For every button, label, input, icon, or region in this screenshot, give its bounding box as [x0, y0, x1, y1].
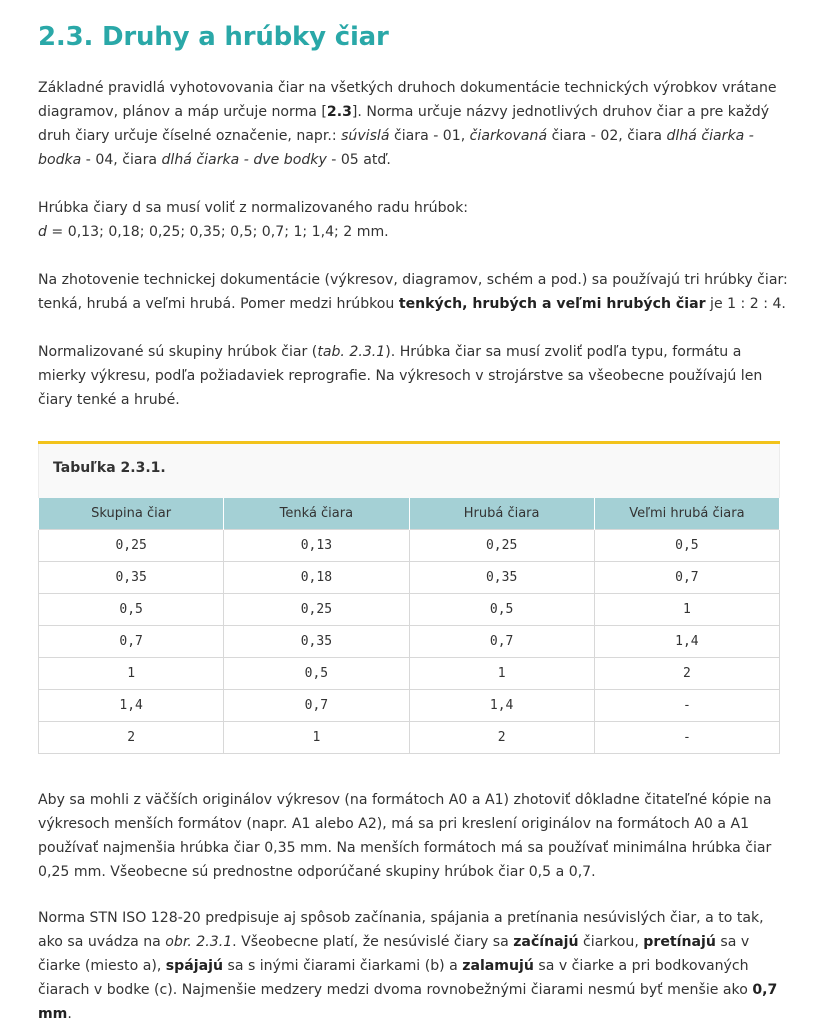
table-cell: 0,7 — [39, 626, 224, 658]
table-row — [39, 530, 780, 562]
p6-bold-2: pretínajú — [643, 934, 716, 950]
table-cell: 2 — [594, 658, 779, 690]
thickness-paragraph — [38, 196, 788, 244]
intro-paragraph — [38, 76, 788, 172]
table-cell: 0,35 — [409, 562, 594, 594]
p6-text-5: sa s inými čiarami čiarkami (b) a — [223, 958, 463, 974]
table-cell: 1 — [224, 722, 409, 754]
table-cell: 0,25 — [409, 530, 594, 562]
table-row — [39, 690, 780, 722]
page-title: 2.3. Druhy a hrúbky čiar — [38, 22, 389, 52]
table-cell: 0,7 — [594, 562, 779, 594]
p6-bold-4: zalamujú — [462, 958, 534, 974]
norm-reference-link[interactable]: 2.3 — [326, 104, 352, 120]
table-cell: 1 — [594, 594, 779, 626]
p3-bold-1: tenkých, hrubých a veľmi hrubých čiar — [398, 296, 706, 312]
line-groups-table — [38, 498, 780, 754]
table-header-cell: Veľmi hrubá čiara — [594, 498, 779, 530]
table-box — [38, 441, 780, 750]
p1-text-4: čiara - 02, čiara — [547, 128, 667, 144]
table-cell: 1 — [39, 658, 224, 690]
table-header-row — [39, 498, 780, 530]
table-cell: 0,7 — [409, 626, 594, 658]
p3-text-2: je 1 : 2 : 4. — [705, 296, 786, 312]
formats-paragraph — [38, 788, 788, 884]
p6-text-1: Norma STN ISO 128-20 predpisuje aj spôsob začínania, spájania a pretínania nesúvislých čiar, a to tak, ako sa uvádza na — [38, 910, 764, 950]
table-cell: 0,5 — [409, 594, 594, 626]
p1-text-2: ]. Norma určuje názvy jednotlivých druhov čiar a pre každý druh čiary určuje číselné označenie, napr.: — [38, 104, 770, 144]
p5-text-1: Aby sa mohli z väčších originálov výkresov (na formátoch A0 a A1) zhotoviť dôkladne čitateľné kópie na výkresoch menších formátov (napr. A1 alebo A2), má sa pri kreslení originálov na formátoch A0 a A1 používať najmenšia hrúbka čiar 0,35 mm. Na menších formátoch má sa používať minimálna hrúbka čiar 0,25 mm. Všeobecne sú prednostne odporúčané skupiny hrúbok čiar 0,5 a 0,7. — [38, 792, 772, 880]
table-cell: 2 — [39, 722, 224, 754]
p6-bold-1: začínajú — [513, 934, 579, 950]
table-reference-link[interactable]: tab. 2.3.1 — [317, 344, 386, 360]
table-cell: 0,35 — [224, 626, 409, 658]
table-cell: 0,7 — [224, 690, 409, 722]
table-cell: 0,5 — [594, 530, 779, 562]
table-cell: 0,25 — [39, 530, 224, 562]
p6-text-3: čiarkou, — [578, 934, 644, 950]
table-header-cell: Hrubá čiara — [409, 498, 594, 530]
table-cell: 0,13 — [224, 530, 409, 562]
table-cell: 0,5 — [39, 594, 224, 626]
p1-text-1: Základné pravidlá vyhotovovania čiar na všetkých druhoch dokumentácie technických výrobkov vrátane diagramov, plánov a máp určuje norma [ — [38, 80, 777, 120]
figure-reference-link[interactable]: obr. 2.3.1 — [165, 934, 233, 950]
table-row — [39, 562, 780, 594]
ratio-paragraph — [38, 268, 788, 316]
table-cell: 1,4 — [39, 690, 224, 722]
p3-text-1: Na zhotovenie technickej dokumentácie (výkresov, diagramov, schém a pod.) sa používajú tri hrúbky čiar: tenká, hrubá a veľmi hrubá. Pomer medzi hrúbkou — [38, 272, 788, 312]
p1-italic-1: súvislá — [341, 128, 390, 144]
table-cell: 0,18 — [224, 562, 409, 594]
table-row — [39, 722, 780, 754]
table-row — [39, 594, 780, 626]
p6-bold-5: 0,7 mm — [38, 982, 778, 1022]
p6-text-7: . — [67, 1006, 72, 1022]
p6-bold-3: spájajú — [165, 958, 223, 974]
table-cell: 2 — [409, 722, 594, 754]
p1-italic-3: dlhá čiarka - bodka — [38, 128, 754, 168]
table-cell: 1,4 — [409, 690, 594, 722]
p6-text-4: sa v čiarke (miesto a), — [38, 934, 750, 974]
groups-paragraph — [38, 340, 788, 412]
p2-line-1: Hrúbka čiary d sa musí voliť z normalizovaného radu hrúbok: — [38, 200, 469, 216]
p1-italic-4: dlhá čiarka - dve bodky — [161, 152, 327, 168]
table-cell: - — [594, 690, 779, 722]
p2-line-2: = 0,13; 0,18; 0,25; 0,35; 0,5; 0,7; 1; 1,4; 2 mm. — [46, 224, 389, 240]
table-row — [39, 658, 780, 690]
table-cell: 1,4 — [594, 626, 779, 658]
table-cell: 0,5 — [224, 658, 409, 690]
p1-text-5: - 04, čiara — [81, 152, 162, 168]
p2-d-symbol: d — [38, 224, 47, 240]
table-caption: Tabuľka 2.3.1. — [38, 444, 780, 498]
p1-italic-2: čiarkovaná — [469, 128, 548, 144]
p4-text-2: ). Hrúbka čiar sa musí zvoliť podľa typu, formátu a mierky výkresu, podľa požiadaviek reprografie. Na výkresoch v strojárstve sa všeobecne používajú len čiary tenké a hrubé. — [38, 344, 763, 408]
table-header-cell: Skupina čiar — [39, 498, 224, 530]
p4-text-1: Normalizované sú skupiny hrúbok čiar ( — [38, 344, 318, 360]
p1-text-3: čiara - 01, — [389, 128, 470, 144]
standard-paragraph — [38, 906, 788, 1026]
table-cell: 0,35 — [39, 562, 224, 594]
p1-text-6: - 05 atď. — [326, 152, 391, 168]
table-row — [39, 626, 780, 658]
table-cell: 1 — [409, 658, 594, 690]
table-cell: 0,25 — [224, 594, 409, 626]
table-cell: - — [594, 722, 779, 754]
p6-text-2: . Všeobecne platí, že nesúvislé čiary sa — [232, 934, 514, 950]
table-header-cell: Tenká čiara — [224, 498, 409, 530]
p6-text-6: sa v čiarke a pri bodkovaných čiarach v bodke (c). Najmenšie medzery medzi dvoma rovnobežnými čiarami nesmú byť menšie ako — [38, 958, 753, 998]
